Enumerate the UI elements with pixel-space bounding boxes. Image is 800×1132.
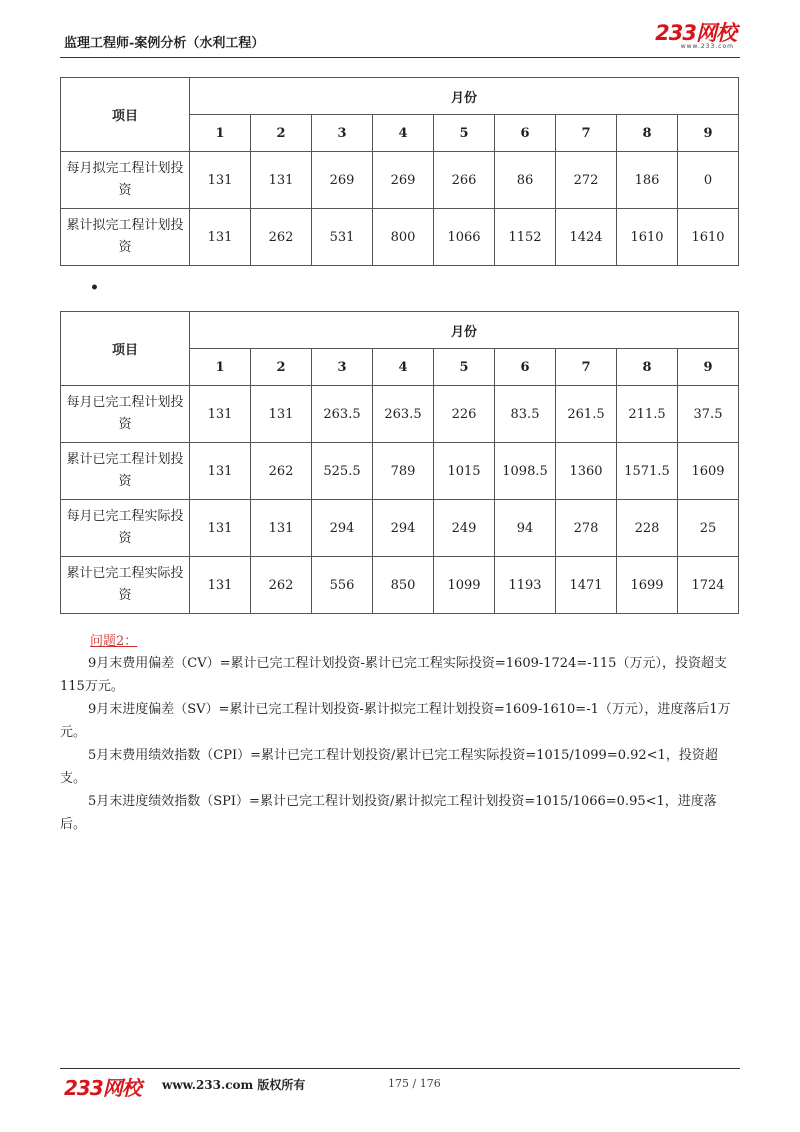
month-number: 3: [312, 115, 373, 152]
month-number: 8: [617, 349, 678, 386]
month-number: 4: [373, 349, 434, 386]
bullet-point: •: [90, 280, 99, 296]
table-cell: 1610: [617, 209, 678, 266]
row-label: 每月拟完工程计划投资: [61, 152, 190, 209]
month-number: 3: [312, 349, 373, 386]
table-cell: 263.5: [373, 386, 434, 443]
page-number: 175 / 176: [388, 1077, 441, 1090]
row-label: 累计拟完工程计划投资: [61, 209, 190, 266]
table-cell: 278: [556, 500, 617, 557]
question-heading: 问题2：: [90, 634, 138, 649]
answer-paragraph: 5月末进度绩效指数（SPI）=累计已完工程计划投资/累计拟完工程计划投资=1015/1066=0.95<1，进度落后。: [60, 794, 717, 832]
header-divider: [60, 57, 740, 58]
row-label: 累计已完工程实际投资: [61, 557, 190, 614]
table-cell: 131: [190, 443, 251, 500]
table-cell: 262: [251, 557, 312, 614]
table-cell: 1610: [678, 209, 739, 266]
table-cell: 1471: [556, 557, 617, 614]
month-number: 2: [251, 115, 312, 152]
table-row: [61, 209, 739, 266]
table-cell: 1098.5: [495, 443, 556, 500]
month-header: 月份: [190, 78, 739, 115]
table-cell: 1571.5: [617, 443, 678, 500]
project-header: 项目: [61, 78, 190, 152]
table-cell: 263.5: [312, 386, 373, 443]
table-row: [61, 443, 739, 500]
brand-logo: [655, 22, 736, 50]
table-row: [61, 386, 739, 443]
table-cell: 1609: [678, 443, 739, 500]
table-cell: 269: [312, 152, 373, 209]
table-cell: 556: [312, 557, 373, 614]
answer-paragraph: 5月末费用绩效指数（CPI）=累计已完工程计划投资/累计已完工程实际投资=1015/1099=0.92<1，投资超支。: [60, 748, 718, 786]
table-cell: 294: [373, 500, 434, 557]
table-row: [61, 557, 739, 614]
table-cell: 1193: [495, 557, 556, 614]
table-cell: 37.5: [678, 386, 739, 443]
table-cell: 800: [373, 209, 434, 266]
table-cell: 1424: [556, 209, 617, 266]
table-cell: 272: [556, 152, 617, 209]
planned-investment-table: [60, 77, 739, 266]
table-cell: 0: [678, 152, 739, 209]
footer-divider: [60, 1068, 740, 1069]
month-number: 1: [190, 115, 251, 152]
table-cell: 131: [190, 500, 251, 557]
table-cell: 262: [251, 209, 312, 266]
document-title: 监理工程师-案例分析（水利工程）: [64, 36, 265, 51]
table-cell: 525.5: [312, 443, 373, 500]
earned-value-table: [60, 311, 739, 614]
table-row: [61, 500, 739, 557]
table-cell: 249: [434, 500, 495, 557]
table-cell: 83.5: [495, 386, 556, 443]
table-cell: 261.5: [556, 386, 617, 443]
table-cell: 1699: [617, 557, 678, 614]
row-label: 每月已完工程计划投资: [61, 386, 190, 443]
table-cell: 211.5: [617, 386, 678, 443]
answer-paragraph: 9月末费用偏差（CV）=累计已完工程计划投资-累计已完工程实际投资=1609-1724=-115（万元），投资超支115万元。: [60, 656, 727, 694]
table-cell: 1360: [556, 443, 617, 500]
row-label: 累计已完工程计划投资: [61, 443, 190, 500]
answer-paragraph: 9月末进度偏差（SV）=累计已完工程计划投资-累计拟完工程计划投资=1609-1610=-1（万元），进度落后1万元。: [60, 702, 731, 740]
table-cell: 850: [373, 557, 434, 614]
month-number: 5: [434, 115, 495, 152]
row-label: 每月已完工程实际投资: [61, 500, 190, 557]
table-cell: 131: [190, 152, 251, 209]
table-cell: 226: [434, 386, 495, 443]
month-number: 5: [434, 349, 495, 386]
month-number: 6: [495, 349, 556, 386]
table-cell: 269: [373, 152, 434, 209]
month-number: 9: [678, 115, 739, 152]
logo-url: www.233.com: [680, 43, 734, 50]
table-cell: 25: [678, 500, 739, 557]
table-cell: 131: [251, 152, 312, 209]
month-number: 7: [556, 349, 617, 386]
month-number: 9: [678, 349, 739, 386]
table-cell: 131: [251, 386, 312, 443]
footer-copyright: www.233.com 版权所有: [162, 1078, 306, 1092]
month-number: 4: [373, 115, 434, 152]
table-cell: 86: [495, 152, 556, 209]
table-cell: 1724: [678, 557, 739, 614]
month-number: 6: [495, 115, 556, 152]
table-cell: 266: [434, 152, 495, 209]
table-cell: 1152: [495, 209, 556, 266]
table-cell: 131: [251, 500, 312, 557]
table-cell: 131: [190, 557, 251, 614]
month-number: 1: [190, 349, 251, 386]
table-cell: 789: [373, 443, 434, 500]
project-header: 项目: [61, 312, 190, 386]
month-number: 8: [617, 115, 678, 152]
table-row: [61, 152, 739, 209]
logo-text: 233网校: [655, 21, 736, 45]
table-cell: 131: [190, 209, 251, 266]
table-cell: 186: [617, 152, 678, 209]
table-cell: 228: [617, 500, 678, 557]
table-cell: 131: [190, 386, 251, 443]
month-number: 7: [556, 115, 617, 152]
month-number: 2: [251, 349, 312, 386]
table-cell: 94: [495, 500, 556, 557]
month-header: 月份: [190, 312, 739, 349]
footer-logo: 233网校: [64, 1076, 141, 1100]
table-cell: 531: [312, 209, 373, 266]
table-cell: 1099: [434, 557, 495, 614]
table-cell: 294: [312, 500, 373, 557]
table-cell: 262: [251, 443, 312, 500]
table-cell: 1066: [434, 209, 495, 266]
table-cell: 1015: [434, 443, 495, 500]
